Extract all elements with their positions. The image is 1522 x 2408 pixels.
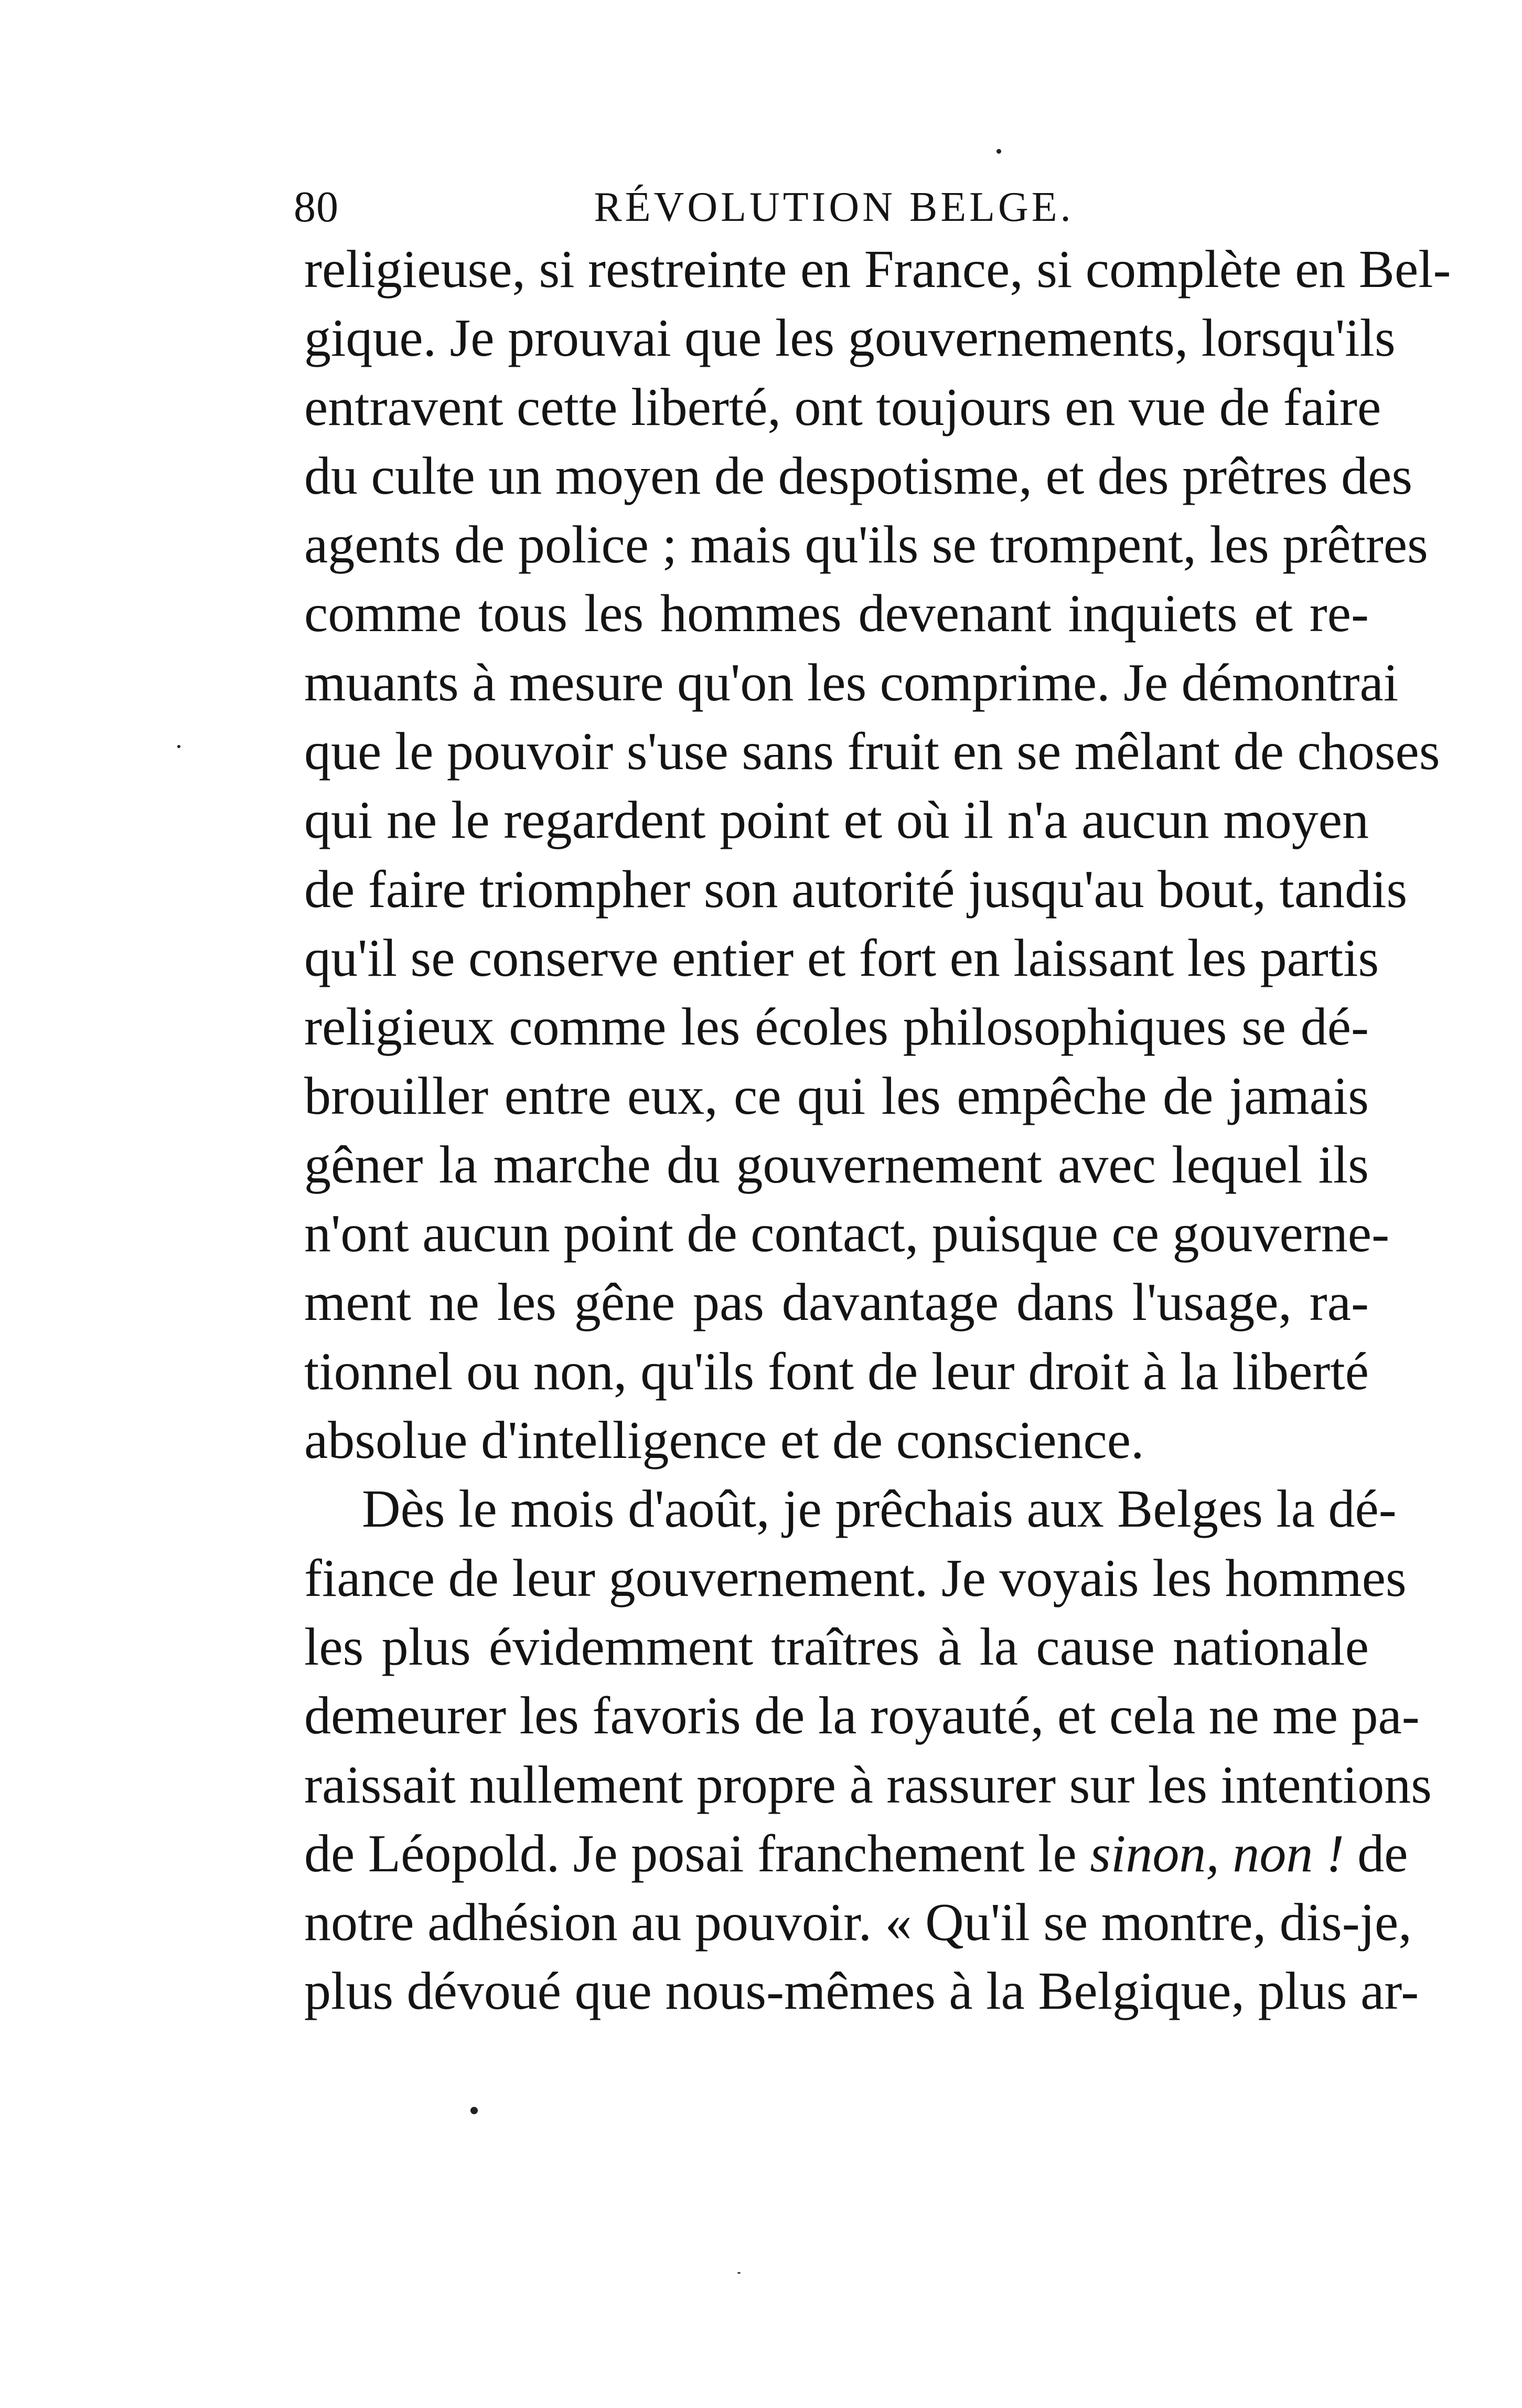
text-line: de faire triompher son autorité jusqu'au bout, tandis [304,859,1408,919]
text-line: absolue d'intelligence et de conscience. [304,1411,1144,1471]
paragraph-2 [304,1475,1432,2026]
running-title: RÉVOLUTION BELGE. [594,184,1074,230]
text-line: gêner la marche du gouvernement avec lequel ils [304,1135,1369,1195]
text-line: qui ne le regardent point et où il n'a aucun moyen [304,791,1369,850]
text-line: qu'il se conserve entier et fort en laissant les partis [304,928,1379,988]
text-line: entravent cette liberté, ont toujours en vue de faire [304,377,1381,437]
paragraph-1 [304,235,1451,1475]
text-line: demeurer les favoris de la royauté, et cela ne me pa- [304,1686,1420,1746]
text-line: Dès le mois d'août, je prêchais aux Belges la dé- [362,1479,1397,1539]
text-line: religieuse, si restreinte en France, si complète en Bel- [304,240,1451,299]
text-line [304,1819,1408,1888]
text-line: agents de police ; mais qu'ils se trompent, les prêtres [304,515,1428,575]
text-segment: de Léopold. Je posai franchement le [304,1824,1090,1883]
text-line: plus dévoué que nous-mêmes à la Belgique, plus ar- [304,1962,1419,2021]
page-number: 80 [294,183,339,231]
text-line: fiance de leur gouvernement. Je voyais les hommes [304,1548,1407,1608]
text-line: raissait nullement propre à rassurer sur les intentions [304,1755,1432,1815]
text-line: religieux comme les écoles philosophiques se dé- [304,997,1369,1057]
text-line: du culte un moyen de despotisme, et des prêtres des [304,446,1413,506]
print-speck [737,2272,741,2274]
text-line: n'ont aucun point de contact, puisque ce gouverne- [304,1204,1390,1264]
text-line: gique. Je prouvai que les gouvernements, lorsqu'ils [304,308,1396,368]
body-text [304,235,1451,2026]
print-speck [470,2107,478,2114]
text-line: comme tous les hommes devenant inquiets et re- [304,584,1369,644]
text-segment: de [1344,1824,1408,1883]
text-line: brouiller entre eux, ce qui les empêche de jamais [304,1066,1369,1126]
text-line: ment ne les gêne pas davantage dans l'usage, ra- [304,1273,1369,1333]
text-line: notre adhésion au pouvoir. « Qu'il se montre, dis-je, [304,1893,1412,1953]
running-header [294,178,1374,236]
text-line: tionnel ou non, qu'ils font de leur droit à la liberté [304,1341,1369,1401]
print-speck [996,149,1001,154]
print-speck [177,745,180,748]
italic-phrase: sinon, non ! [1090,1824,1344,1883]
text-line: muants à mesure qu'on les comprime. Je démontrai [304,653,1399,712]
text-line: que le pouvoir s'use sans fruit en se mêlant de choses [304,722,1440,782]
text-line: les plus évidemment traîtres à la cause nationale [304,1617,1369,1677]
